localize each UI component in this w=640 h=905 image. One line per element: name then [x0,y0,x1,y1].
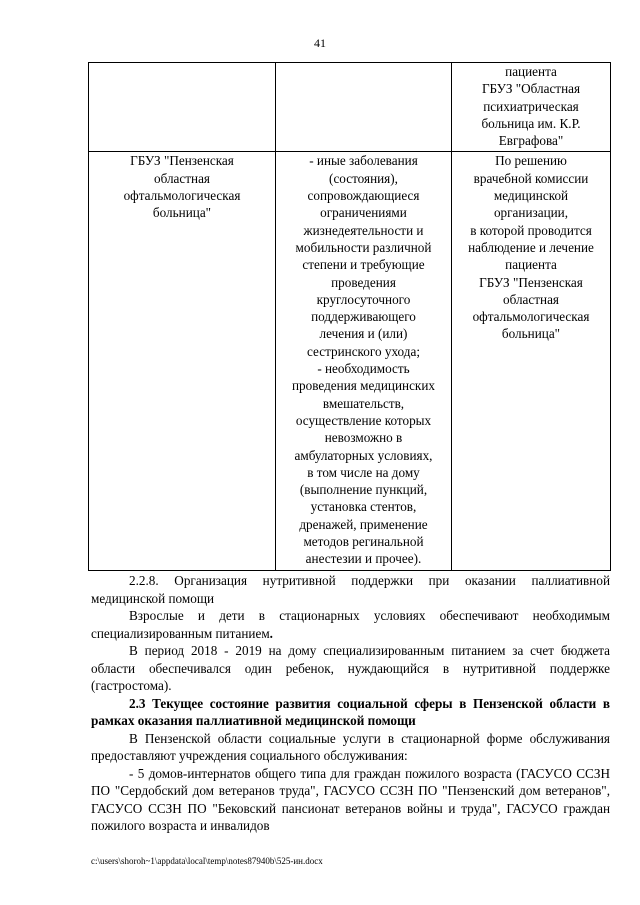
cell-line: дренажей, применение [299,516,428,532]
cell-line: в том числе на дому [307,464,420,480]
cell-line: в которой проводится [470,222,592,238]
body-text [91,572,610,835]
cell-line: организации, [493,205,569,221]
cell-line: больница" [501,326,561,342]
cell-line: проведения [331,274,396,290]
cell-line: (выполнение пункций, [299,482,428,498]
table-cell-conditions [276,152,452,570]
cell-line: По решению [495,153,567,169]
cell-line: поддерживающего [311,309,416,325]
cell-line: осуществление которых [295,412,432,428]
page-number: 41 [314,36,326,50]
cell-line: методов регинальной [303,534,424,550]
table-row [89,152,611,570]
cell-line: Евграфова" [498,133,564,149]
cell-line: амбулаторных условиях, [294,447,433,463]
file-path-footer: c:\users\shoroh~1\appdata\local\temp\notes87940b\525-ин.docx [91,856,323,866]
cell-line: - необходимость [317,361,410,377]
table-cell-referral [452,63,611,152]
cell-line: проведения медицинских [292,378,435,394]
cell-line: лечения и (или) [319,326,408,342]
nutrition-end: . [269,625,273,641]
section-2-2-8-paragraph: 2.2.8. Организация нутритивной поддержки при оказании паллиативной медицинской помощи [91,573,610,606]
cell-line: наблюдение и лечение [468,239,594,255]
table-cell-institution [89,152,276,570]
institutions-table [88,62,611,571]
cell-line: пациента [505,257,557,273]
cell-line: медицинской [493,188,569,204]
cell-line: врачебной комиссии [473,170,589,186]
home-nutrition-paragraph: В период 2018 - 2019 на дому специализированным питанием за счет бюджета области обеспечивался один ребенок, нуждающийся в нутритивной поддержке (гастростома). [91,643,610,693]
nutrition-text: Взрослые и дети в стационарных условиях обеспечивают необходимым специализированным питанием [91,608,610,641]
cell-line: (состояния), [329,170,398,186]
nutrition-paragraph [91,607,610,642]
cell-line: сопровождающиеся [307,188,420,204]
cell-line: вмешательств, [322,395,405,411]
cell-line: мобильности различной [295,239,432,255]
table-cell-referral [452,152,611,570]
cell-line: ГБУЗ "Областная [481,81,581,97]
cell-line: ограничениями [320,205,407,221]
cell-line: - иные заболевания [309,153,418,169]
table-cell-institution [89,63,276,152]
cell-line: невозможно в [324,430,403,446]
cell-line: жизнедеятельности и [303,222,424,238]
table-row [89,63,611,152]
cell-line: офтальмологическая [472,309,590,325]
cell-line: областная [153,170,210,186]
cell-line: офтальмологическая [123,188,241,204]
cell-line: установка стентов, [310,499,417,515]
social-services-paragraph: В Пензенской области социальные услуги в стационарной форме обслуживания предоставляют учреждения социального обслуживания: [91,730,610,763]
cell-line: круглосуточного [316,291,411,307]
cell-line: сестринского ухода; [307,343,420,359]
cell-line: анестезии и прочее). [305,551,422,567]
cell-line: ГБУЗ "Пензенская [479,274,583,290]
cell-line: ГБУЗ "Пензенская [130,153,234,169]
cell-line: больница им. К.Р. [481,115,581,131]
cell-line: степени и требующие [302,257,425,273]
section-2-3-heading: 2.3 Текущее состояние развития социальной сферы в Пензенской области в рамках оказания паллиативной медицинской помощи [91,695,610,728]
cell-line: больница" [152,205,212,221]
cell-line: областная [502,291,559,307]
cell-line: пациента [505,64,557,79]
nursing-homes-paragraph: - 5 домов-интернатов общего типа для граждан пожилого возраста (ГАСУСО ССЗН ПО "Сердобский дом ветеранов труда", ГАСУСО ССЗН ПО "Пензенский дом ветеранов", ГАСУСО ССЗН ПО "Бековский пансионат ветеранов войны и труда", ГАСУСО граждан пожилого возраста и инвалидов [91,765,610,833]
cell-line: психиатрическая [483,98,579,114]
table-cell-conditions [276,63,452,152]
